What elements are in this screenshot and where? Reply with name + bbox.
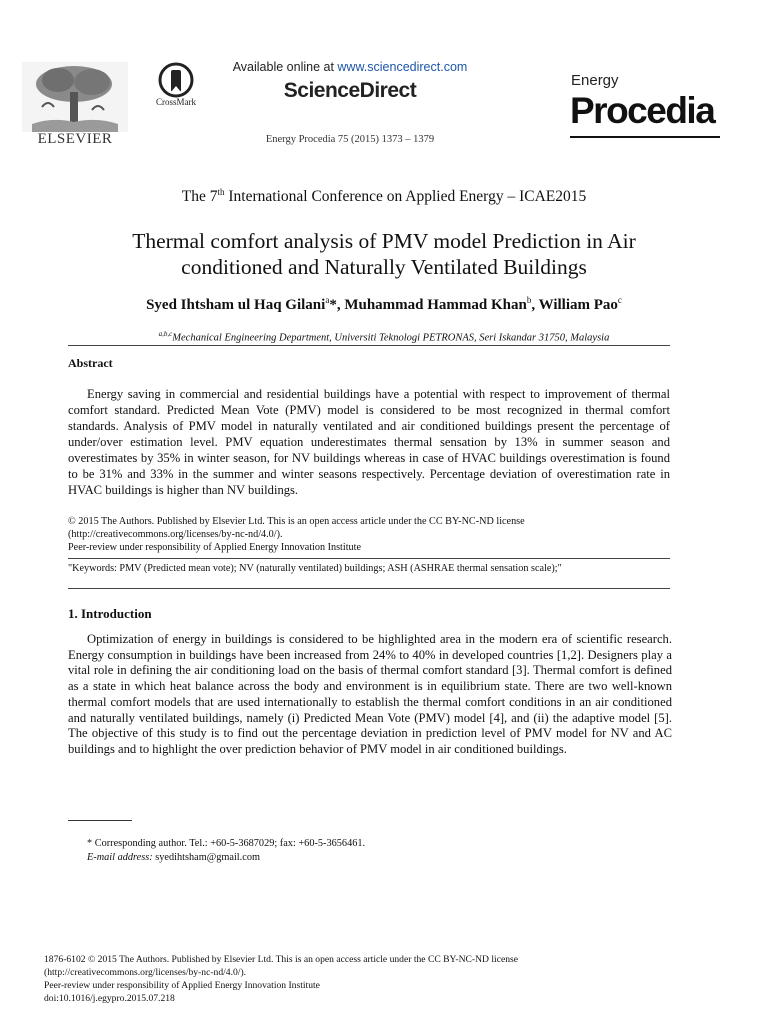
conference-line	[0, 187, 768, 206]
affiliation	[0, 330, 768, 344]
license-peer-review: Peer-review under responsibility of Applied Energy Innovation Institute	[68, 542, 361, 553]
introduction-body: Optimization of energy in buildings is considered to be highlighted area in the modern era of scientific research. Energy consumption in buildings have been increased from 24% to 40% in developed countries [1,2]. Designers play a vital role in defining the air conditioning load on the basis of thermal comfort standard [3]. Thermal comfort is defined as a state in which heat balance across the body and environment is in equilibrium state. There are two well-known thermal comfort models that are used internationally to establish the thermal comfort conditions in an air conditioned and naturally ventilated buildings, namely (i) Predicted Mean Vote (PMV) model [4], and (ii) the adaptive model [5]. The objective of this study is to find out the percentage deviation in prediction level of PMV model for NV and AC buildings and to highlight the over prediction behavior of PMV model in air conditioned buildings.	[68, 632, 672, 756]
journal-name-big: Procedia	[570, 90, 715, 131]
divider-top	[68, 345, 670, 346]
author-3: William Pao	[538, 297, 618, 313]
journal-name-small: Energy	[571, 72, 619, 89]
keywords: "Keywords: PMV (Predicted mean vote); NV (naturally ventilated) buildings; ASH (ASHRAE thermal sensation scale);"	[68, 563, 562, 574]
introduction-heading: 1. Introduction	[68, 606, 152, 621]
crossmark-icon[interactable]	[158, 62, 194, 98]
abstract-heading: Abstract	[68, 356, 113, 370]
license-link[interactable]: (http://creativecommons.org/licenses/by-nc-nd/4.0/).	[68, 529, 283, 540]
author-1: Syed Ihtsham ul Haq Gilani	[146, 297, 326, 313]
divider-keywords-top	[68, 558, 670, 559]
crossmark-label: CrossMark	[156, 97, 196, 107]
license-line-1: © 2015 The Authors. Published by Elsevier Ltd. This is an open access article under the CC BY-NC-ND license	[68, 516, 525, 527]
email-note	[87, 852, 260, 863]
corresponding-author-note: * Corresponding author. Tel.: +60-5-3687029; fax: +60-5-3656461.	[87, 838, 366, 849]
author-list	[0, 295, 768, 314]
journal-name-rule	[570, 136, 720, 138]
paper-title	[40, 228, 728, 280]
footer-license-link[interactable]: (http://creativecommons.org/licenses/by-nc-nd/4.0/).	[44, 967, 247, 978]
author-2-affil: b	[526, 295, 532, 305]
footer-doi[interactable]: doi:10.1016/j.egypro.2015.07.218	[44, 993, 175, 1004]
title-line-1: Thermal comfort analysis of PMV model Prediction in Air	[132, 229, 636, 253]
divider-keywords-bottom	[68, 588, 670, 589]
sciencedirect-logo: ScienceDirect	[283, 79, 417, 102]
abstract-body: Energy saving in commercial and residential buildings have a potential with respect to improvement of thermal comfort standard. Predicted Mean Vote (PMV) model is considered to be most recognized in thermal comfort standards. Analysis of PMV model in naturally ventilated and air conditioned buildings present the percentage of under/over estimation level. PMV equation underestimates thermal sensation by 13% in summer season and overestimates by 35% in winter season, for NV buildings whereas in case of HVAC buildings overestimation is found to be 31% and 33% in the summer and winter seasons respectively. Percentage deviation of overestimation rate in HVAC buildings is higher than NV buildings.	[68, 387, 670, 497]
available-prefix: Available online at	[232, 60, 338, 74]
affiliation-text: Mechanical Engineering Department, Universiti Teknologi PETRONAS, Seri Iskandar 31750, Malaysia	[172, 332, 610, 344]
publisher-name: ELSEVIER	[37, 131, 113, 147]
available-online-line	[200, 60, 500, 74]
footer-issn-license: 1876-6102 © 2015 The Authors. Published by Elsevier Ltd. This is an open access article under the CC BY-NC-ND license	[44, 954, 519, 965]
email-address[interactable]: syedihtsham@gmail.com	[152, 852, 260, 863]
conference-name: International Conference on Applied Energy – ICAE2015	[224, 188, 587, 206]
elsevier-tree-logo	[22, 62, 128, 132]
author-2: Muhammad Hammad Khan	[344, 297, 527, 313]
footer-peer-review: Peer-review under responsibility of Applied Energy Innovation Institute	[44, 980, 320, 991]
title-line-2: conditioned and Naturally Ventilated Buildings	[181, 255, 587, 279]
author-1-affil: a	[325, 295, 330, 305]
journal-reference: Energy Procedia 75 (2015) 1373 – 1379	[265, 134, 435, 145]
conference-ordinal: th	[217, 187, 225, 197]
author-1-mark: *,	[329, 297, 345, 313]
author-sep: ,	[531, 297, 539, 313]
sciencedirect-link[interactable]: www.sciencedirect.com	[337, 60, 468, 74]
affiliation-marks: a,b,c	[158, 330, 173, 338]
email-label: E-mail address:	[87, 852, 153, 863]
footnote-rule	[68, 820, 132, 821]
author-3-affil: c	[617, 295, 622, 305]
conference-prefix: The 7	[181, 188, 218, 206]
